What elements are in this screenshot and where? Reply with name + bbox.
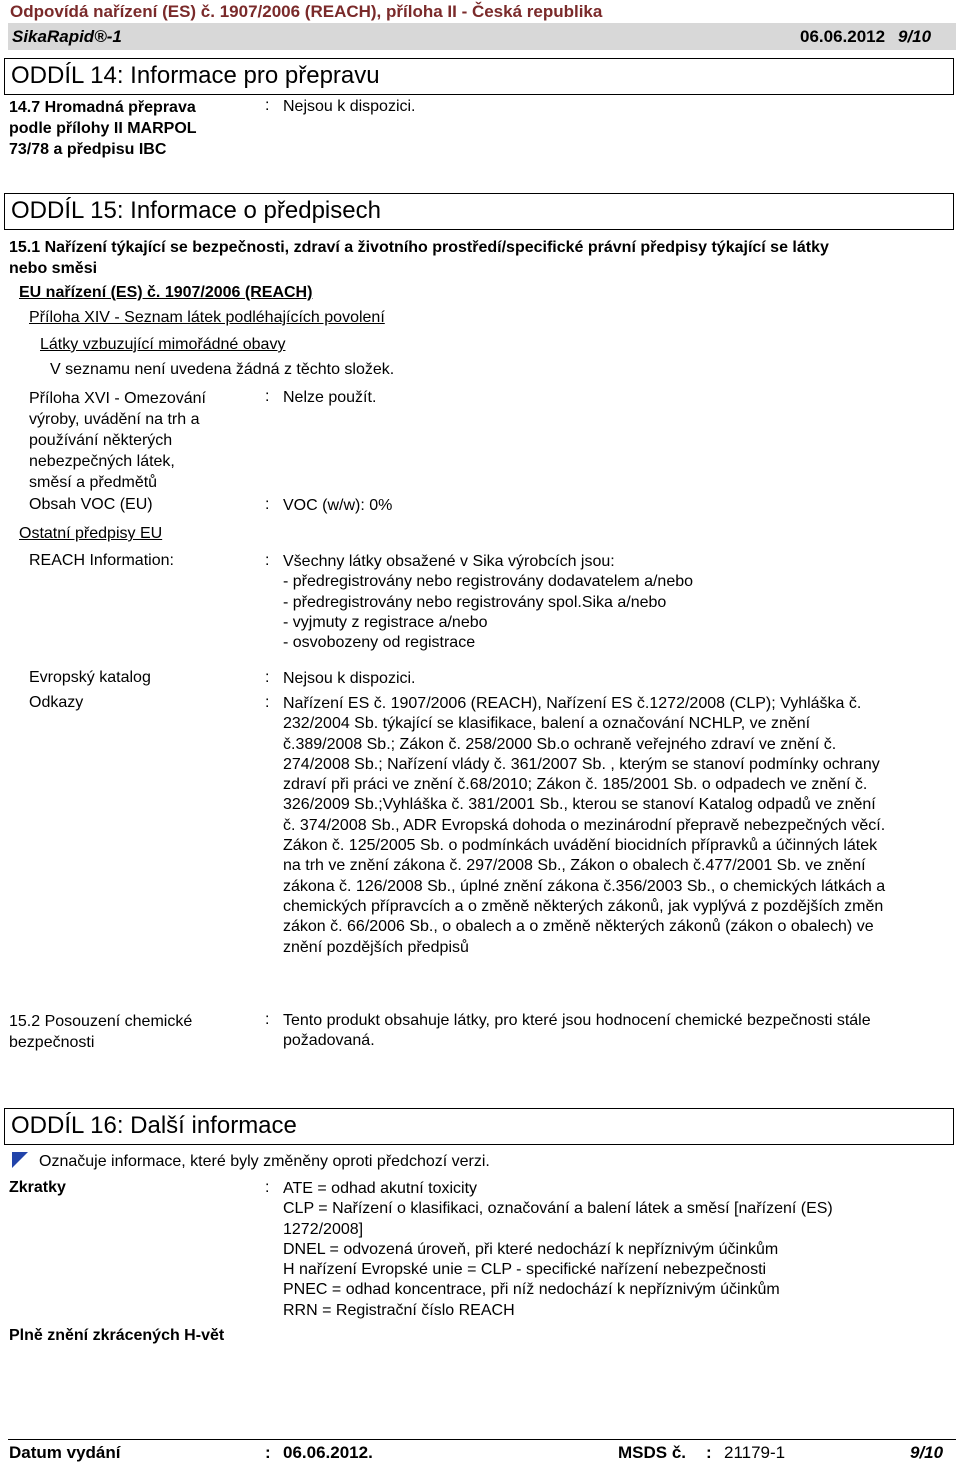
references-label: Odkazy — [29, 694, 84, 711]
annex-14-heading: Příloha XIV - Seznam látek podléhajících povolení — [29, 309, 385, 326]
abbreviation-line: DNEL = odvozená úroveň, při které nedochází k nepříznivým účinkům — [283, 1240, 779, 1258]
reach-value-line: - vyjmuty z registrace a/nebo — [283, 613, 488, 631]
svhc-heading: Látky vzbuzující mimořádné obavy — [40, 336, 286, 353]
references-value — [283, 694, 953, 958]
footer-divider — [8, 1439, 956, 1440]
footer-page: 9/10 — [910, 1443, 944, 1462]
changed-note: Označuje informace, které byly změněny oproti předchozí verzi. — [39, 1153, 490, 1170]
marpol-label-line: 14.7 Hromadná přeprava — [9, 99, 196, 116]
section-15-2-label-line: 15.2 Posouzení chemické — [9, 1013, 193, 1030]
section-16-box — [4, 1108, 954, 1145]
msds-label: MSDS č. — [618, 1443, 687, 1462]
references-line: chemických přípravcích a o změně některých zákonů, jak vyplývá z pozdějších změn — [283, 897, 884, 915]
other-eu-heading: Ostatní předpisy EU — [19, 525, 163, 542]
section-15-2-value-line: požadovaná. — [283, 1032, 375, 1050]
section-15-1-title-line: nebo směsi — [9, 260, 98, 277]
references-line: 232/2004 Sb. týkající se klasifikace, balení a označování NCHLP, ve znění — [283, 715, 811, 733]
issue-date-label: Datum vydání — [9, 1443, 121, 1462]
issue-date-value: 06.06.2012. — [283, 1443, 373, 1462]
section-14-title: ODDÍL 14: Informace pro přepravu — [11, 62, 380, 89]
section-14-box — [4, 58, 954, 95]
svhc-text: V seznamu není uvedena žádná z těchto složek. — [50, 361, 395, 378]
references-line: zákona č. 126/2008 Sb., úplné znění zákona č.356/2003 Sb., o chemických látkách a — [283, 877, 886, 895]
references-line: Zákon č. 125/2005 Sb. o podmínkách uvádění biocidních přípravků a účinných látek — [283, 837, 878, 855]
annex-17-label — [29, 388, 206, 493]
document-title: Odpovídá nařízení (ES) č. 1907/2006 (REACH), příloha II - Česká republika — [10, 2, 603, 21]
references-line: 274/2008 Sb.; Nařízení vlády č. 361/2007 Sb. , kterým se stanoví podmínky ochrany — [283, 755, 880, 773]
reach-value-line: - osvobozeny od registrace — [283, 634, 476, 652]
annex-17-label-line: výroby, uvádění na trh a — [29, 411, 200, 428]
eu-regulation-heading: EU nařízení (ES) č. 1907/2006 (REACH) — [19, 284, 313, 301]
colon: : — [265, 97, 270, 114]
section-15-2-value-line: Tento produkt obsahuje látky, pro které jsou hodnocení chemické bezpečnosti stále — [283, 1012, 871, 1029]
abbreviation-line: H nařízení Evropské unie = CLP - specifické nařízení nebezpečnosti — [283, 1261, 767, 1279]
marpol-value: Nejsou k dispozici. — [283, 98, 416, 115]
section-15-1-title — [9, 237, 829, 279]
colon: : — [265, 669, 270, 686]
header-date: 06.06.2012 — [800, 27, 886, 46]
section-15-box — [4, 193, 954, 230]
marpol-label-line: 73/78 a předpisu IBC — [9, 141, 167, 158]
marpol-label-line: podle přílohy II MARPOL — [9, 120, 197, 137]
catalog-value: Nejsou k dispozici. — [283, 670, 416, 687]
colon: : — [265, 1443, 271, 1462]
marpol-label — [9, 97, 197, 160]
colon: : — [265, 1179, 270, 1196]
annex-17-value: Nelze použít. — [283, 389, 377, 406]
references-line: zdraví při práci ve znění č.68/2010; Zákon č. 185/2001 Sb. o odpadech ve znění č. — [283, 776, 868, 794]
colon: : — [265, 388, 270, 405]
abbreviation-line: CLP = Nařízení o klasifikaci, označování a balení látek a směsí [nařízení (ES) — [283, 1200, 833, 1218]
references-line: 326/2009 Sb.;Vyhláška č. 381/2001 Sb., kterou se stanoví Katalog odpadů ve znění — [283, 796, 876, 814]
abbreviations-label: Zkratky — [9, 1179, 66, 1196]
annex-17-label-line: Příloha XVI - Omezování — [29, 390, 206, 407]
abbreviation-line: ATE = odhad akutní toxicity — [283, 1180, 478, 1197]
references-line: znění pozdějších předpisů — [283, 938, 469, 956]
abbreviations-value — [283, 1179, 923, 1321]
reach-value-line: - předregistrovány nebo registrovány spol.Sika a/nebo — [283, 593, 667, 611]
section-15-2-label-line: bezpečnosti — [9, 1034, 95, 1051]
section-16-title: ODDÍL 16: Další informace — [11, 1112, 297, 1139]
section-15-1-title-line: 15.1 Nařízení týkající se bezpečnosti, zdraví a životního prostředí/specifické právní předpisy týkající se látky — [9, 239, 829, 256]
section-15-2-label — [9, 1011, 192, 1053]
reach-value-line: Všechny látky obsažené v Sika výrobcích jsou: — [283, 553, 615, 570]
section-15-title: ODDÍL 15: Informace o předpisech — [11, 197, 381, 224]
references-line: na trh ve znění zákona č. 297/2008 Sb., Zákon o obalech č.477/2001 Sb. ve znění — [283, 857, 866, 875]
references-line: Nařízení ES č. 1907/2006 (REACH), Nařízení ES č.1272/2008 (CLP); Vyhláška č. — [283, 695, 862, 712]
abbreviation-line: RRN = Registrační číslo REACH — [283, 1301, 515, 1319]
abbreviation-line: PNEC = odhad koncentrace, při níž nedochází k nepříznivým účinkům — [283, 1281, 780, 1299]
colon: : — [706, 1443, 712, 1462]
colon: : — [265, 1011, 270, 1028]
product-name: SikaRapid®-1 — [12, 27, 122, 46]
voc-value: VOC (w/w): 0% — [283, 497, 393, 514]
section-15-2-value — [283, 1011, 871, 1052]
reach-value — [283, 552, 693, 653]
change-marker-icon — [12, 1152, 28, 1168]
reach-value-line: - předregistrovány nebo registrovány dodavatelem a/nebo — [283, 573, 694, 591]
reach-label: REACH Information: — [29, 552, 174, 569]
abbreviation-line: 1272/2008] — [283, 1220, 364, 1238]
annex-17-label-line: směsí a předmětů — [29, 474, 158, 491]
msds-value: 21179-1 — [724, 1443, 786, 1462]
catalog-label: Evropský katalog — [29, 669, 151, 686]
colon: : — [265, 694, 270, 711]
voc-label: Obsah VOC (EU) — [29, 496, 153, 513]
annex-17-label-line: nebezpečných látek, — [29, 453, 175, 470]
references-line: č.389/2008 Sb.; Zákon č. 258/2000 Sb.o ochraně veřejného zdraví ve znění č. — [283, 735, 837, 753]
references-line: zákon č. 66/2006 Sb., o obalech a o změně některých zákonů (zákon o obalech) ve — [283, 918, 874, 936]
h-phrases-label: Plně znění zkrácených H-vět — [9, 1327, 225, 1344]
colon: : — [265, 552, 270, 569]
header-page: 9/10 — [898, 27, 932, 46]
references-line: č. 374/2008 Sb., ADR Evropská dohoda o mezinárodní přepravě nebezpečných věcí. — [283, 816, 886, 834]
colon: : — [265, 496, 270, 513]
annex-17-label-line: používání některých — [29, 432, 173, 449]
